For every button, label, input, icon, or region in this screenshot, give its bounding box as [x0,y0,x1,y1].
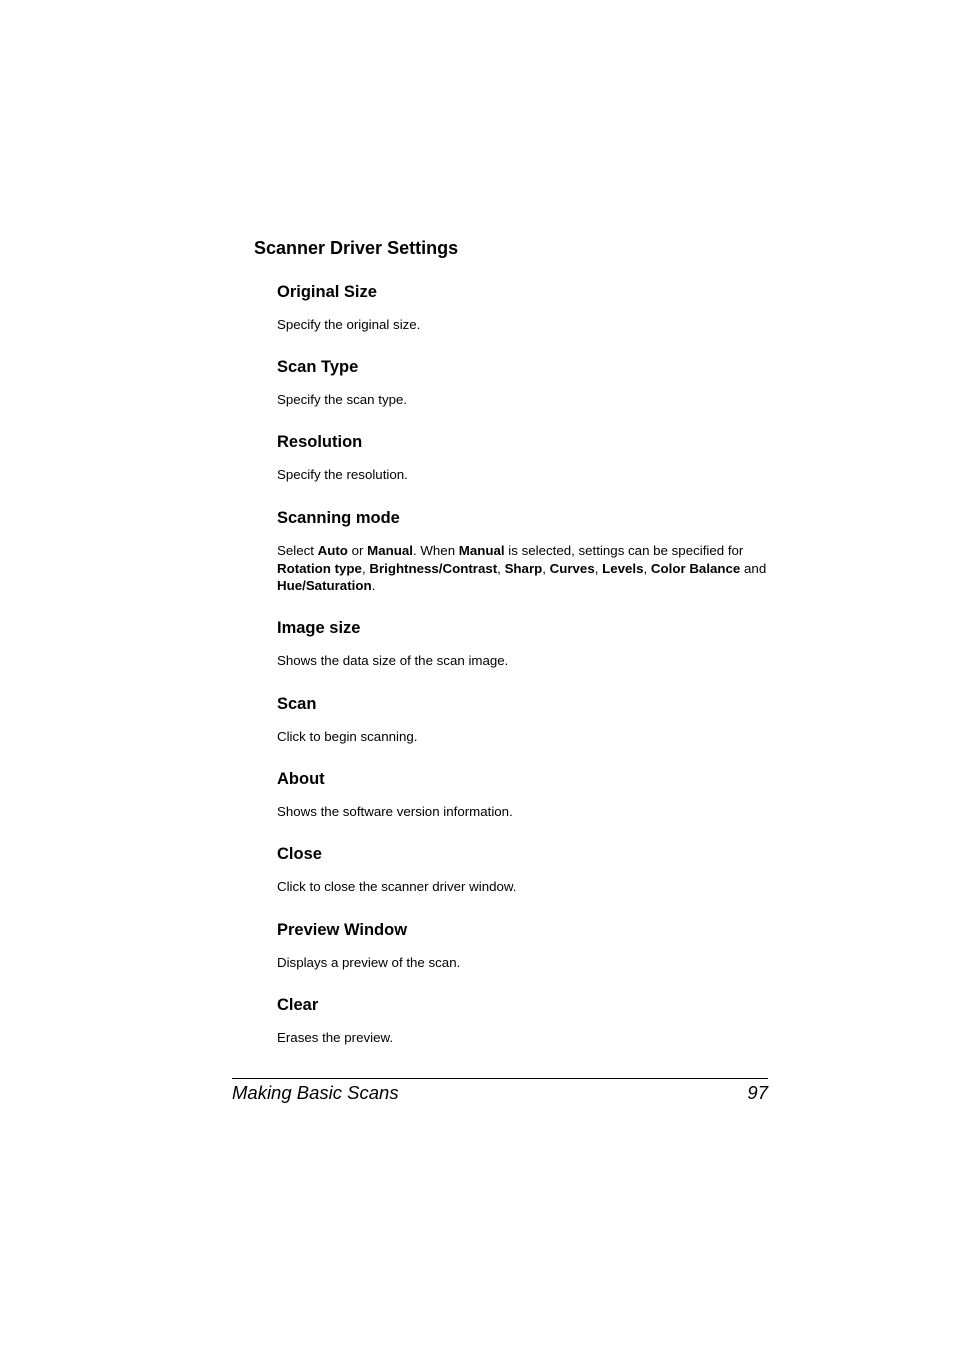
term-curves: Curves [549,560,595,576]
entry-title: Original Size [277,283,377,301]
entry-title: Scanning mode [277,509,400,527]
entry-description: Displays a preview of the scan. [277,955,461,970]
term-sharp: Sharp [504,560,543,576]
text-run: or [347,543,368,558]
text-run: Select [277,543,318,558]
text-run: . [371,578,376,593]
entry-description: Specify the resolution. [277,467,408,482]
term-auto: Auto [317,543,348,558]
entry-description: Click to begin scanning. [277,729,418,744]
entry-clear [277,995,769,1047]
entry-title: Scan Type [277,358,359,376]
entry-description [277,542,769,595]
term-manual: Manual [367,543,413,558]
entry-scan-type [277,357,769,409]
entry-image-size [277,618,769,670]
entry-title: Image size [277,619,361,637]
entry-description: Specify the scan type. [277,392,408,407]
term-levels: Levels [602,560,644,576]
term-rotation-type: Rotation type [277,560,362,576]
term-color-balance: Color Balance [650,560,741,576]
text-run: and [740,560,767,576]
text-run: . When [412,543,459,558]
entry-about [277,769,769,821]
entry-description: Erases the preview. [277,1030,394,1045]
text-run: , [542,560,550,576]
entry-title: Resolution [277,433,363,451]
footer-divider [232,1078,768,1079]
term-hue-saturation: Hue/Saturation [277,578,372,593]
entry-scan [277,694,769,746]
entry-description: Click to close the scanner driver window. [277,879,517,894]
text-run: , [643,560,651,576]
text-run: is selected, settings can be specified for [504,543,744,558]
text-run: , [594,560,603,576]
entry-description: Shows the data size of the scan image. [277,653,509,668]
term-manual: Manual [458,543,505,558]
entry-resolution [277,432,769,484]
entry-title: About [277,770,325,788]
entry-title: Preview Window [277,921,408,939]
footer-chapter-title: Making Basic Scans [232,1082,399,1103]
entry-description: Shows the software version information. [277,804,513,819]
entry-title: Scan [277,695,317,713]
entry-description: Specify the original size. [277,317,421,332]
entry-scanning-mode [277,508,769,595]
text-run: , [497,560,505,576]
entry-close [277,844,769,896]
entry-original-size [277,282,769,334]
text-run: , [361,560,370,576]
section-title: Scanner Driver Settings [254,238,459,258]
term-brightness-contrast: Brightness/Contrast [369,560,498,576]
entry-title: Close [277,845,322,863]
entry-title: Clear [277,996,319,1014]
entry-preview-window [277,920,769,972]
footer-page-number: 97 [747,1082,768,1103]
